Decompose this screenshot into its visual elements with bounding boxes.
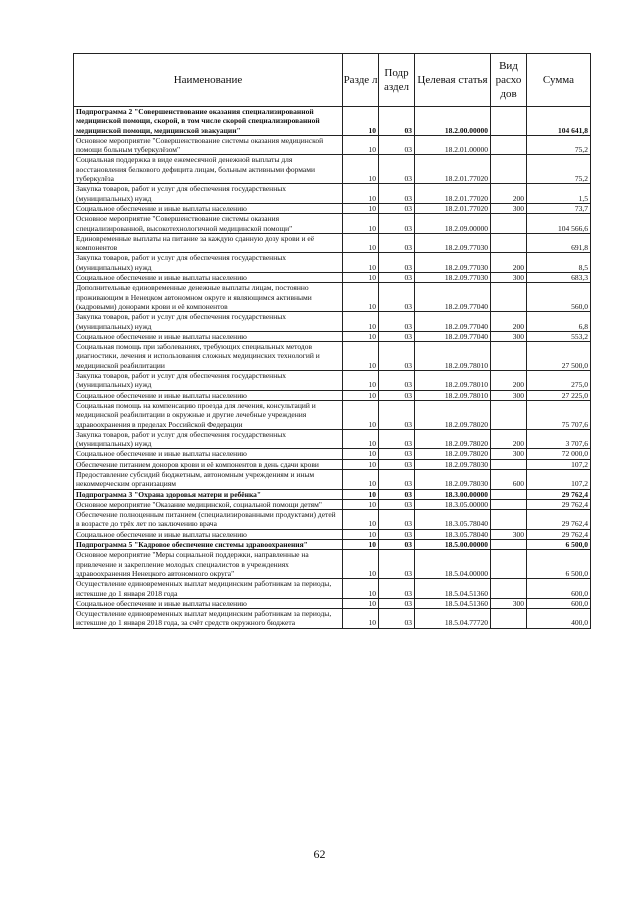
cell-name: Социальная помощь на компенсацию проезда для лечения, консультаций и медицинской реабилитации в окружные и другие лечебные учреждения здравоохранения в пределах Российской Федерации xyxy=(74,400,343,429)
cell-section: 10 xyxy=(343,459,379,469)
table-row xyxy=(74,449,591,459)
cell-subsection: 03 xyxy=(379,273,415,283)
cell-section: 10 xyxy=(343,469,379,489)
cell-section: 10 xyxy=(343,253,379,273)
cell-expense-type: 600 xyxy=(491,469,527,489)
table-row xyxy=(74,135,591,155)
cell-subsection: 03 xyxy=(379,429,415,449)
cell-subsection: 03 xyxy=(379,155,415,184)
cell-expense-type: 200 xyxy=(491,371,527,391)
cell-expense-type: 300 xyxy=(491,449,527,459)
cell-expense-type xyxy=(491,283,527,312)
cell-article: 18.3.05.78040 xyxy=(415,529,491,539)
cell-amount: 560,0 xyxy=(527,283,591,312)
cell-expense-type xyxy=(491,609,527,629)
cell-subsection: 03 xyxy=(379,312,415,332)
cell-subsection: 03 xyxy=(379,540,415,550)
cell-amount: 107,2 xyxy=(527,469,591,489)
cell-name: Закупка товаров, работ и услуг для обеспечения государственных (муниципальных) нужд xyxy=(74,371,343,391)
cell-expense-type xyxy=(491,489,527,499)
table-row xyxy=(74,203,591,213)
cell-article: 18.2.09.78030 xyxy=(415,469,491,489)
cell-amount: 75,2 xyxy=(527,155,591,184)
cell-amount: 6 500,0 xyxy=(527,540,591,550)
cell-name: Социальное обеспечение и иные выплаты населению xyxy=(74,390,343,400)
cell-subsection: 03 xyxy=(379,469,415,489)
header-section: Разде л xyxy=(343,54,379,107)
cell-article: 18.2.09.78010 xyxy=(415,390,491,400)
cell-amount: 683,3 xyxy=(527,273,591,283)
cell-article: 18.2.01.77020 xyxy=(415,155,491,184)
table-row xyxy=(74,390,591,400)
cell-expense-type xyxy=(491,233,527,253)
cell-section: 10 xyxy=(343,429,379,449)
cell-name: Социальное обеспечение и иные выплаты населению xyxy=(74,331,343,341)
cell-amount: 400,0 xyxy=(527,609,591,629)
cell-subsection: 03 xyxy=(379,400,415,429)
cell-subsection: 03 xyxy=(379,283,415,312)
cell-article: 18.2.09.78020 xyxy=(415,429,491,449)
cell-expense-type xyxy=(491,550,527,579)
cell-subsection: 03 xyxy=(379,550,415,579)
table-row xyxy=(74,312,591,332)
cell-section: 10 xyxy=(343,529,379,539)
cell-section: 10 xyxy=(343,609,379,629)
table-row xyxy=(74,550,591,579)
cell-article: 18.5.04.51360 xyxy=(415,579,491,599)
cell-name: Закупка товаров, работ и услуг для обеспечения государственных (муниципальных) нужд xyxy=(74,312,343,332)
cell-subsection: 03 xyxy=(379,214,415,234)
cell-expense-type xyxy=(491,214,527,234)
cell-article: 18.3.00.00000 xyxy=(415,489,491,499)
cell-subsection: 03 xyxy=(379,135,415,155)
cell-section: 10 xyxy=(343,214,379,234)
cell-article: 18.2.09.77030 xyxy=(415,273,491,283)
table-row xyxy=(74,489,591,499)
cell-section: 10 xyxy=(343,155,379,184)
cell-name: Закупка товаров, работ и услуг для обеспечения государственных (муниципальных) нужд xyxy=(74,253,343,273)
cell-section: 10 xyxy=(343,233,379,253)
cell-subsection: 03 xyxy=(379,253,415,273)
cell-section: 10 xyxy=(343,107,379,136)
cell-name: Социальное обеспечение и иные выплаты населению xyxy=(74,598,343,608)
cell-article: 18.5.04.51360 xyxy=(415,598,491,608)
cell-article: 18.2.09.78030 xyxy=(415,459,491,469)
cell-name: Обеспечение питанием доноров крови и её компонентов в день сдачи крови xyxy=(74,459,343,469)
cell-section: 10 xyxy=(343,283,379,312)
cell-article: 18.2.09.78020 xyxy=(415,400,491,429)
cell-section: 10 xyxy=(343,390,379,400)
cell-section: 10 xyxy=(343,312,379,332)
cell-expense-type: 200 xyxy=(491,429,527,449)
cell-subsection: 03 xyxy=(379,107,415,136)
cell-article: 18.5.04.00000 xyxy=(415,550,491,579)
cell-article: 18.2.09.77040 xyxy=(415,283,491,312)
cell-subsection: 03 xyxy=(379,499,415,509)
cell-name: Дополнительные единовременные денежные выплаты лицам, постоянно проживающим в Ненецком автономном округе и являющимся активными (кадровыми) донорами крови и её компонентов xyxy=(74,283,343,312)
cell-amount: 6 500,0 xyxy=(527,550,591,579)
table-body xyxy=(74,107,591,629)
cell-amount: 75 707,6 xyxy=(527,400,591,429)
cell-amount: 1,5 xyxy=(527,184,591,204)
cell-amount: 29 762,4 xyxy=(527,510,591,530)
cell-article: 18.2.09.77030 xyxy=(415,253,491,273)
cell-name: Единовременные выплаты на питание за каждую сданную дозу крови и её компонентов xyxy=(74,233,343,253)
table-row xyxy=(74,214,591,234)
cell-article: 18.2.01.77020 xyxy=(415,184,491,204)
cell-name: Закупка товаров, работ и услуг для обеспечения государственных (муниципальных) нужд xyxy=(74,429,343,449)
cell-subsection: 03 xyxy=(379,371,415,391)
cell-name: Предоставление субсидий бюджетным, автономным учреждениям и иным некоммерческим организациям xyxy=(74,469,343,489)
cell-article: 18.2.09.78010 xyxy=(415,371,491,391)
budget-table xyxy=(73,53,591,629)
cell-name: Основное мероприятие "Совершенствование системы оказания медицинской помощи больным туберкулёзом" xyxy=(74,135,343,155)
cell-expense-type xyxy=(491,579,527,599)
cell-amount: 73,7 xyxy=(527,203,591,213)
cell-article: 18.5.00.00000 xyxy=(415,540,491,550)
cell-section: 10 xyxy=(343,135,379,155)
cell-expense-type: 200 xyxy=(491,184,527,204)
cell-article: 18.2.01.00000 xyxy=(415,135,491,155)
page-number: 62 xyxy=(313,847,326,861)
cell-article: 18.3.05.78040 xyxy=(415,510,491,530)
cell-amount: 72 000,0 xyxy=(527,449,591,459)
cell-article: 18.2.09.77030 xyxy=(415,233,491,253)
cell-section: 10 xyxy=(343,579,379,599)
table-row xyxy=(74,283,591,312)
cell-expense-type: 300 xyxy=(491,203,527,213)
cell-subsection: 03 xyxy=(379,390,415,400)
cell-article: 18.2.09.78010 xyxy=(415,342,491,371)
cell-expense-type xyxy=(491,400,527,429)
cell-name: Социальная помощь при заболеваниях, требующих специальных методов диагностики, лечения и использования сложных медицинских технологий и медицинской реабилитации xyxy=(74,342,343,371)
table-row xyxy=(74,342,591,371)
cell-article: 18.2.00.00000 xyxy=(415,107,491,136)
cell-subsection: 03 xyxy=(379,609,415,629)
table-row xyxy=(74,400,591,429)
cell-subsection: 03 xyxy=(379,598,415,608)
cell-article: 18.5.04.77720 xyxy=(415,609,491,629)
header-amount: Сумма xyxy=(527,54,591,107)
cell-expense-type: 300 xyxy=(491,598,527,608)
cell-article: 18.2.09.77040 xyxy=(415,331,491,341)
cell-subsection: 03 xyxy=(379,184,415,204)
cell-name: Социальное обеспечение и иные выплаты населению xyxy=(74,273,343,283)
cell-amount: 27 500,0 xyxy=(527,342,591,371)
cell-name: Социальное обеспечение и иные выплаты населению xyxy=(74,203,343,213)
cell-name: Подпрограмма 5 "Кадровое обеспечение системы здравоохранения" xyxy=(74,540,343,550)
table-row xyxy=(74,253,591,273)
table-row xyxy=(74,469,591,489)
table-row xyxy=(74,331,591,341)
cell-expense-type xyxy=(491,155,527,184)
cell-name: Основное мероприятие "Меры социальной поддержки, направленные на привлечение и закрепление молодых специалистов в учреждениях здравоохранения Ненецкого автономного округа" xyxy=(74,550,343,579)
table-row xyxy=(74,273,591,283)
cell-amount: 29 762,4 xyxy=(527,529,591,539)
table-row xyxy=(74,598,591,608)
cell-subsection: 03 xyxy=(379,579,415,599)
cell-name: Социальное обеспечение и иные выплаты населению xyxy=(74,529,343,539)
cell-article: 18.2.09.77040 xyxy=(415,312,491,332)
cell-section: 10 xyxy=(343,499,379,509)
table-row xyxy=(74,579,591,599)
cell-amount: 29 762,4 xyxy=(527,489,591,499)
cell-section: 10 xyxy=(343,449,379,459)
cell-expense-type xyxy=(491,510,527,530)
cell-amount: 3 707,6 xyxy=(527,429,591,449)
table-row xyxy=(74,540,591,550)
cell-name: Подпрограмма 3 "Охрана здоровья матери и ребёнка" xyxy=(74,489,343,499)
cell-subsection: 03 xyxy=(379,459,415,469)
cell-section: 10 xyxy=(343,273,379,283)
cell-section: 10 xyxy=(343,540,379,550)
header-article: Целевая статья xyxy=(415,54,491,107)
cell-expense-type: 300 xyxy=(491,331,527,341)
cell-section: 10 xyxy=(343,371,379,391)
cell-article: 18.2.01.77020 xyxy=(415,203,491,213)
cell-name: Обеспечение полноценным питанием (специализированными продуктами) детей в возрасте до трёх лет по заключению врача xyxy=(74,510,343,530)
cell-amount: 104 641,8 xyxy=(527,107,591,136)
cell-subsection: 03 xyxy=(379,510,415,530)
table-row xyxy=(74,609,591,629)
cell-amount: 275,0 xyxy=(527,371,591,391)
cell-name: Осуществление единовременных выплат медицинским работникам за периоды, истекшие до 1 января 2018 года xyxy=(74,579,343,599)
header-subsection: Подр аздел xyxy=(379,54,415,107)
cell-expense-type: 300 xyxy=(491,529,527,539)
cell-name: Основное мероприятие "Совершенствование системы оказания специализированной, высокотехнологичной медицинской помощи" xyxy=(74,214,343,234)
table-row xyxy=(74,510,591,530)
cell-section: 10 xyxy=(343,400,379,429)
table-row xyxy=(74,499,591,509)
cell-section: 10 xyxy=(343,510,379,530)
header-name: Наименование xyxy=(74,54,343,107)
cell-subsection: 03 xyxy=(379,233,415,253)
cell-subsection: 03 xyxy=(379,203,415,213)
cell-expense-type xyxy=(491,135,527,155)
cell-section: 10 xyxy=(343,203,379,213)
cell-name: Социальное обеспечение и иные выплаты населению xyxy=(74,449,343,459)
cell-amount: 600,0 xyxy=(527,598,591,608)
cell-section: 10 xyxy=(343,342,379,371)
cell-expense-type xyxy=(491,107,527,136)
cell-amount: 600,0 xyxy=(527,579,591,599)
table-row xyxy=(74,371,591,391)
table-row xyxy=(74,429,591,449)
table-row xyxy=(74,529,591,539)
cell-section: 10 xyxy=(343,598,379,608)
cell-expense-type: 200 xyxy=(491,253,527,273)
cell-amount: 75,2 xyxy=(527,135,591,155)
cell-article: 18.2.09.78020 xyxy=(415,449,491,459)
cell-amount: 104 566,6 xyxy=(527,214,591,234)
cell-expense-type xyxy=(491,499,527,509)
table-row xyxy=(74,233,591,253)
cell-name: Социальная поддержка в виде ежемесячной денежной выплаты для восстановления белкового дефицита лицам, больным активными формами туберкулёза xyxy=(74,155,343,184)
table-row xyxy=(74,184,591,204)
table-header-row xyxy=(74,54,591,107)
cell-amount: 6,8 xyxy=(527,312,591,332)
table-row xyxy=(74,107,591,136)
cell-name: Закупка товаров, работ и услуг для обеспечения государственных (муниципальных) нужд xyxy=(74,184,343,204)
cell-expense-type xyxy=(491,540,527,550)
cell-amount: 29 762,4 xyxy=(527,499,591,509)
table-row xyxy=(74,155,591,184)
cell-section: 10 xyxy=(343,489,379,499)
header-expense-type: Вид расхо дов xyxy=(491,54,527,107)
cell-section: 10 xyxy=(343,550,379,579)
cell-amount: 107,2 xyxy=(527,459,591,469)
cell-name: Подпрограмма 2 "Совершенствование оказания специализированной медицинской помощи, скорой, в том числе скорой специализированной медицинской помощи, медицинской эвакуации" xyxy=(74,107,343,136)
cell-subsection: 03 xyxy=(379,449,415,459)
cell-name: Осуществление единовременных выплат медицинским работникам за периоды, истекшие до 1 января 2018 года, за счёт средств окружного бюджета xyxy=(74,609,343,629)
cell-article: 18.3.05.00000 xyxy=(415,499,491,509)
cell-amount: 8,5 xyxy=(527,253,591,273)
cell-amount: 691,8 xyxy=(527,233,591,253)
table-row xyxy=(74,459,591,469)
cell-subsection: 03 xyxy=(379,489,415,499)
cell-amount: 27 225,0 xyxy=(527,390,591,400)
cell-subsection: 03 xyxy=(379,331,415,341)
cell-amount: 553,2 xyxy=(527,331,591,341)
cell-section: 10 xyxy=(343,331,379,341)
cell-expense-type xyxy=(491,459,527,469)
cell-article: 18.2.09.00000 xyxy=(415,214,491,234)
cell-name: Основное мероприятие "Оказание медицинской, социальной помощи детям" xyxy=(74,499,343,509)
cell-subsection: 03 xyxy=(379,529,415,539)
cell-expense-type: 300 xyxy=(491,390,527,400)
cell-expense-type: 200 xyxy=(491,312,527,332)
cell-expense-type xyxy=(491,342,527,371)
cell-subsection: 03 xyxy=(379,342,415,371)
cell-section: 10 xyxy=(343,184,379,204)
cell-expense-type: 300 xyxy=(491,273,527,283)
